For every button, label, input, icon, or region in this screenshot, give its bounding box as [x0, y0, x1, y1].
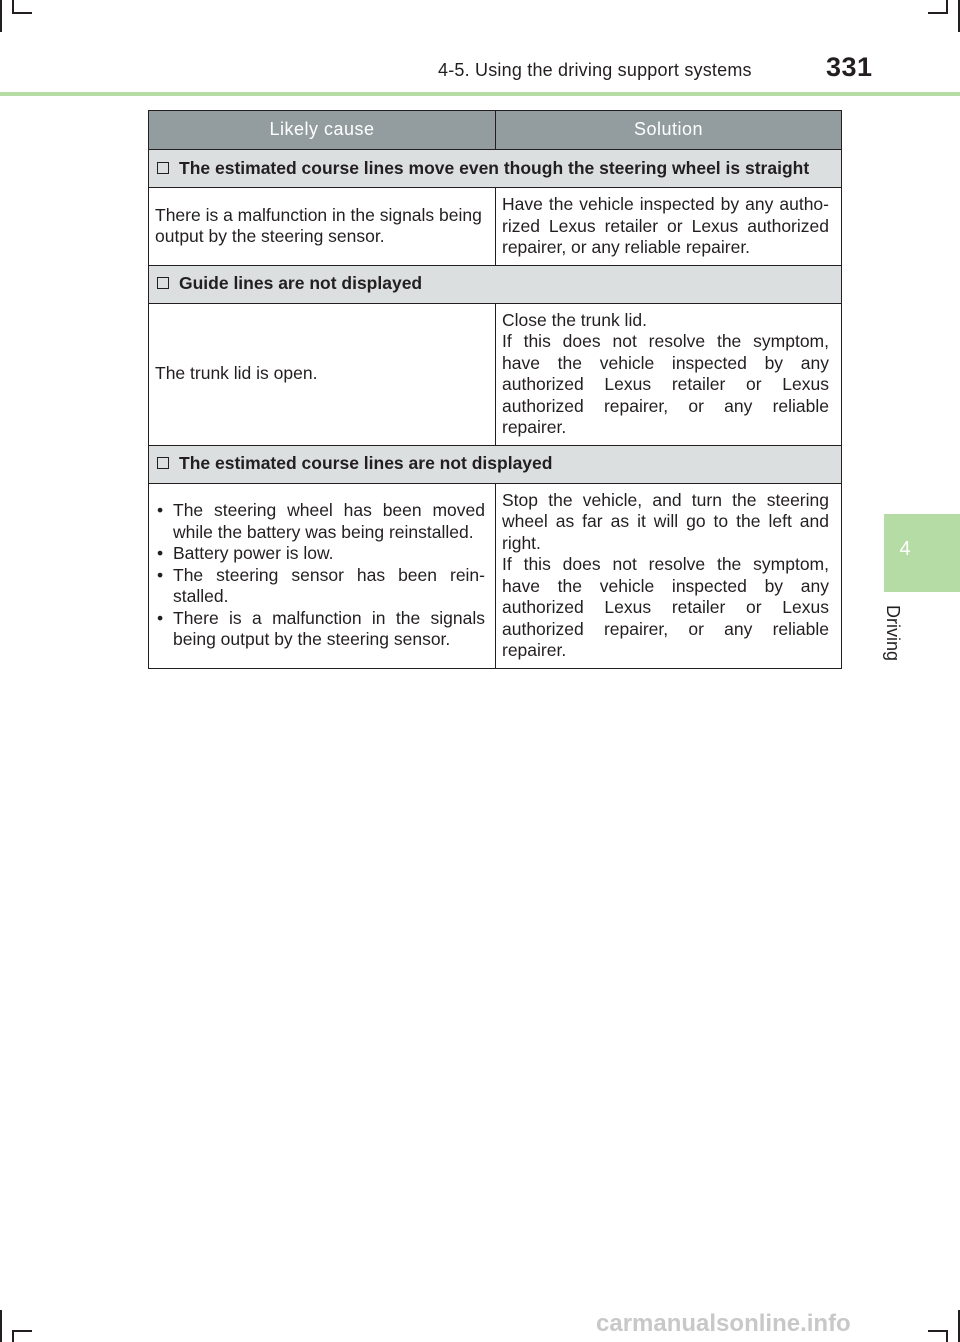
table-row: [149, 188, 842, 266]
crop-mark: [12, 1330, 32, 1332]
solution-cell: [496, 303, 842, 445]
section-title: The estimated course lines move even though the steering wheel is straight: [179, 157, 810, 178]
solution-line: Stop the vehicle, and turn the steering wheel as far as it will go to the left and right.: [502, 489, 829, 553]
chapter-label-wrap: [881, 605, 921, 675]
section-title: Guide lines are not displayed: [179, 273, 423, 294]
column-header-cause: Likely cause: [149, 111, 496, 150]
solution-cell: [496, 483, 842, 668]
chapter-label: Driving: [883, 605, 903, 662]
section-title-cell: [149, 150, 842, 188]
list-item: • The steering sensor has been rein-stalled.: [155, 565, 485, 608]
solution-cell: Have the vehicle inspected by any autho-rized Lexus retailer or Lexus authorized repairer, or any reliable repairer.: [496, 188, 842, 266]
header-rule: [0, 92, 960, 96]
table-header-row: [149, 111, 842, 150]
chapter-tab: [884, 514, 960, 592]
solution-line: If this does not resolve the symptom, have the vehicle inspected by any authorized Lexus retailer or Lexus authorized repairer, or any reliable repairer.: [502, 554, 829, 660]
crop-mark: [928, 1330, 948, 1332]
list-item: • The steering wheel has been moved while the battery was being reinstalled.: [155, 500, 485, 543]
troubleshooting-table: [148, 110, 842, 669]
column-header-solution: Solution: [496, 111, 842, 150]
section-title: The estimated course lines are not displayed: [179, 453, 553, 474]
crop-mark: [0, 1310, 2, 1342]
list-item: • Battery power is low.: [155, 543, 485, 565]
section-title: 4-5. Using the driving support systems: [438, 60, 752, 80]
solution-line: Close the trunk lid.: [502, 309, 647, 330]
cause-cell: There is a malfunction in the signals being output by the steering sensor.: [149, 188, 496, 266]
watermark: carmanualsonline.info: [596, 1310, 851, 1337]
section-row: [149, 265, 842, 303]
checkbox-icon: [157, 457, 169, 469]
checkbox-icon: [157, 162, 169, 174]
cause-cell: [149, 483, 496, 668]
cause-cell: The trunk lid is open.: [149, 303, 496, 445]
section-row: [149, 150, 842, 188]
section-row: [149, 445, 842, 483]
checkbox-icon: [157, 277, 169, 289]
cause-list: [155, 500, 485, 651]
list-item: • There is a malfunction in the signals being output by the steering sensor.: [155, 608, 485, 651]
crop-mark: [946, 0, 948, 12]
section-title-cell: [149, 445, 842, 483]
section-title-cell: [149, 265, 842, 303]
table-row: [149, 303, 842, 445]
chapter-number: 4: [899, 538, 911, 560]
crop-mark: [12, 0, 14, 12]
crop-mark: [12, 12, 32, 14]
table-row: [149, 483, 842, 668]
crop-mark: [928, 12, 948, 14]
solution-line: If this does not resolve the symptom, have the vehicle inspected by any authorized Lexus retailer or Lexus authorized repairer, or any reliable repairer.: [502, 331, 829, 437]
crop-mark: [0, 0, 2, 32]
page-number: 331: [826, 52, 873, 82]
